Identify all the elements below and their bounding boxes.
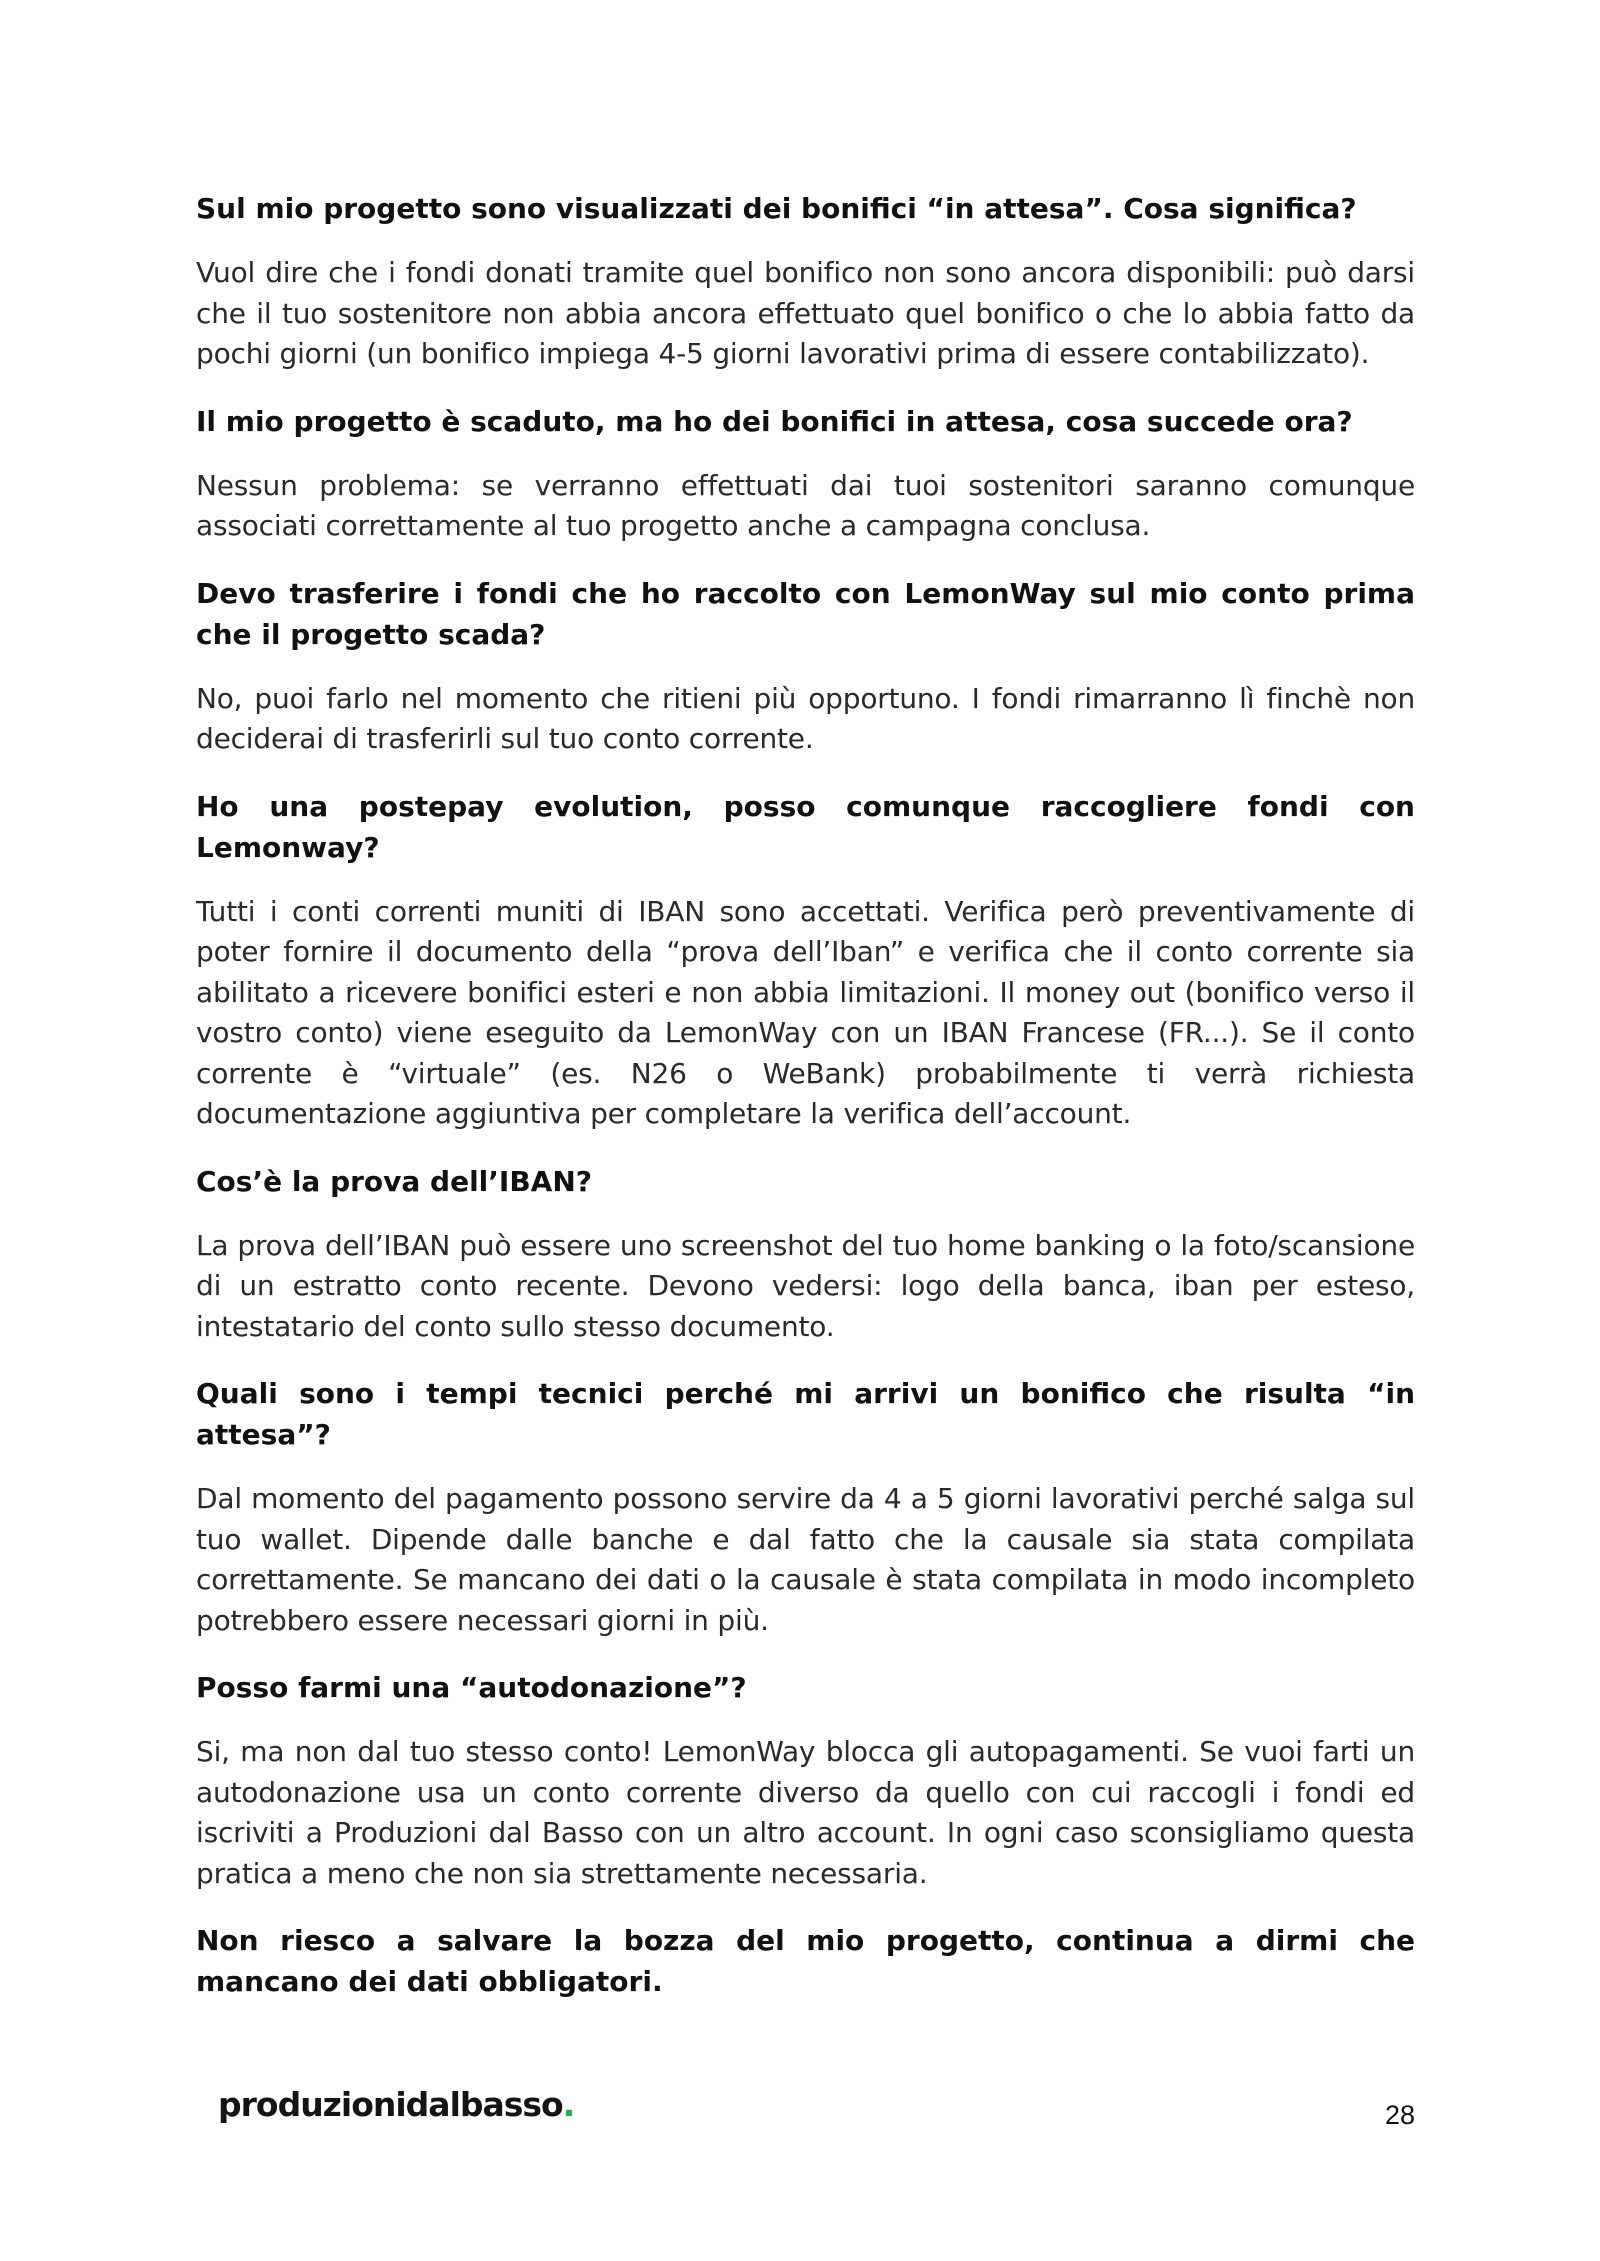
faq-question: Devo trasferire i fondi che ho raccolto con LemonWay sul mio conto prima che il progetto scada? bbox=[196, 576, 1415, 651]
faq-question: Cos’è la prova dell’IBAN? bbox=[196, 1164, 593, 1198]
faq-answer: La prova dell’IBAN può essere uno screenshot del tuo home banking o la foto/scansione di un estratto conto recente. Devono vedersi: logo della banca, iban per esteso, intestatario del conto sullo stesso documento. bbox=[196, 1228, 1415, 1343]
faq-page-content bbox=[196, 188, 1415, 2026]
faq-question: Il mio progetto è scaduto, ma ho dei bonifici in attesa, cosa succede ora? bbox=[196, 404, 1353, 438]
faq-answer: Si, ma non dal tuo stesso conto! LemonWay blocca gli autopagamenti. Se vuoi farti un autodonazione usa un conto corrente diverso da quello con cui raccogli i fondi ed iscriviti a Produzioni dal Basso con un altro account. In ogni caso sconsigliamo questa pratica a meno che non sia strettamente necessaria. bbox=[196, 1735, 1415, 1890]
faq-item bbox=[196, 1373, 1415, 1641]
faq-question: Ho una postepay evolution, posso comunque raccogliere fondi con Lemonway? bbox=[196, 789, 1415, 864]
page-number: 28 bbox=[1385, 2100, 1416, 2130]
faq-answer: No, puoi farlo nel momento che ritieni più opportuno. I fondi rimarranno lì finchè non deciderai di trasferirli sul tuo conto corrente. bbox=[196, 681, 1415, 755]
faq-item bbox=[196, 1920, 1415, 2002]
faq-question: Sul mio progetto sono visualizzati dei bonifici “in attesa”. Cosa significa? bbox=[196, 192, 1357, 225]
faq-answer: Dal momento del pagamento possono servire da 4 a 5 giorni lavorativi perché salga sul tuo wallet. Dipende dalle banche e dal fatto che la causale sia stata compilata correttamente. Se mancano dei dati o la causale è stata compilata in modo incompleto potrebbero essere necessari giorni in più. bbox=[196, 1482, 1415, 1637]
brand-logo-dot: . bbox=[562, 2085, 575, 2124]
faq-answer: Tutti i conti correnti muniti di IBAN sono accettati. Verifica però preventivamente di poter fornire il documento della “prova dell’Iban” e verifica che il conto corrente sia abilitato a ricevere bonifici esteri e non abbia limitazioni. Il money out (bonifico verso il vostro conto) viene eseguito da LemonWay con un IBAN Francese (FR...). Se il conto corrente è “virtuale” (es. N26 o WeBank) probabilmente ti verrà richiesta documentazione aggiuntiva per completare la verifica dell’account. bbox=[196, 894, 1415, 1130]
faq-item bbox=[196, 786, 1415, 1135]
faq-item bbox=[196, 573, 1415, 760]
faq-answer: Nessun problema: se verranno effettuati dai tuoi sostenitori saranno comunque associati correttamente al tuo progetto anche a campagna conclusa. bbox=[196, 468, 1415, 542]
brand-logo bbox=[218, 2085, 574, 2124]
faq-item bbox=[196, 1667, 1415, 1894]
faq-item bbox=[196, 188, 1415, 375]
faq-question: Posso farmi una “autodonazione”? bbox=[196, 1671, 747, 1704]
faq-question: Non riesco a salvare la bozza del mio progetto, continua a dirmi che mancano dei dati obbligatori. bbox=[196, 1924, 1415, 1998]
faq-question: Quali sono i tempi tecnici perché mi arrivi un bonifico che risulta “in attesa”? bbox=[196, 1377, 1415, 1451]
faq-item bbox=[196, 401, 1415, 547]
faq-answer: Vuol dire che i fondi donati tramite quel bonifico non sono ancora disponibili: può darsi che il tuo sostenitore non abbia ancora effettuato quel bonifico o che lo abbia fatto da pochi giorni (un bonifico impiega 4-5 giorni lavorativi prima di essere contabilizzato). bbox=[196, 256, 1415, 370]
brand-logo-text: produzionidalbasso bbox=[218, 2085, 563, 2124]
faq-item bbox=[196, 1161, 1415, 1348]
